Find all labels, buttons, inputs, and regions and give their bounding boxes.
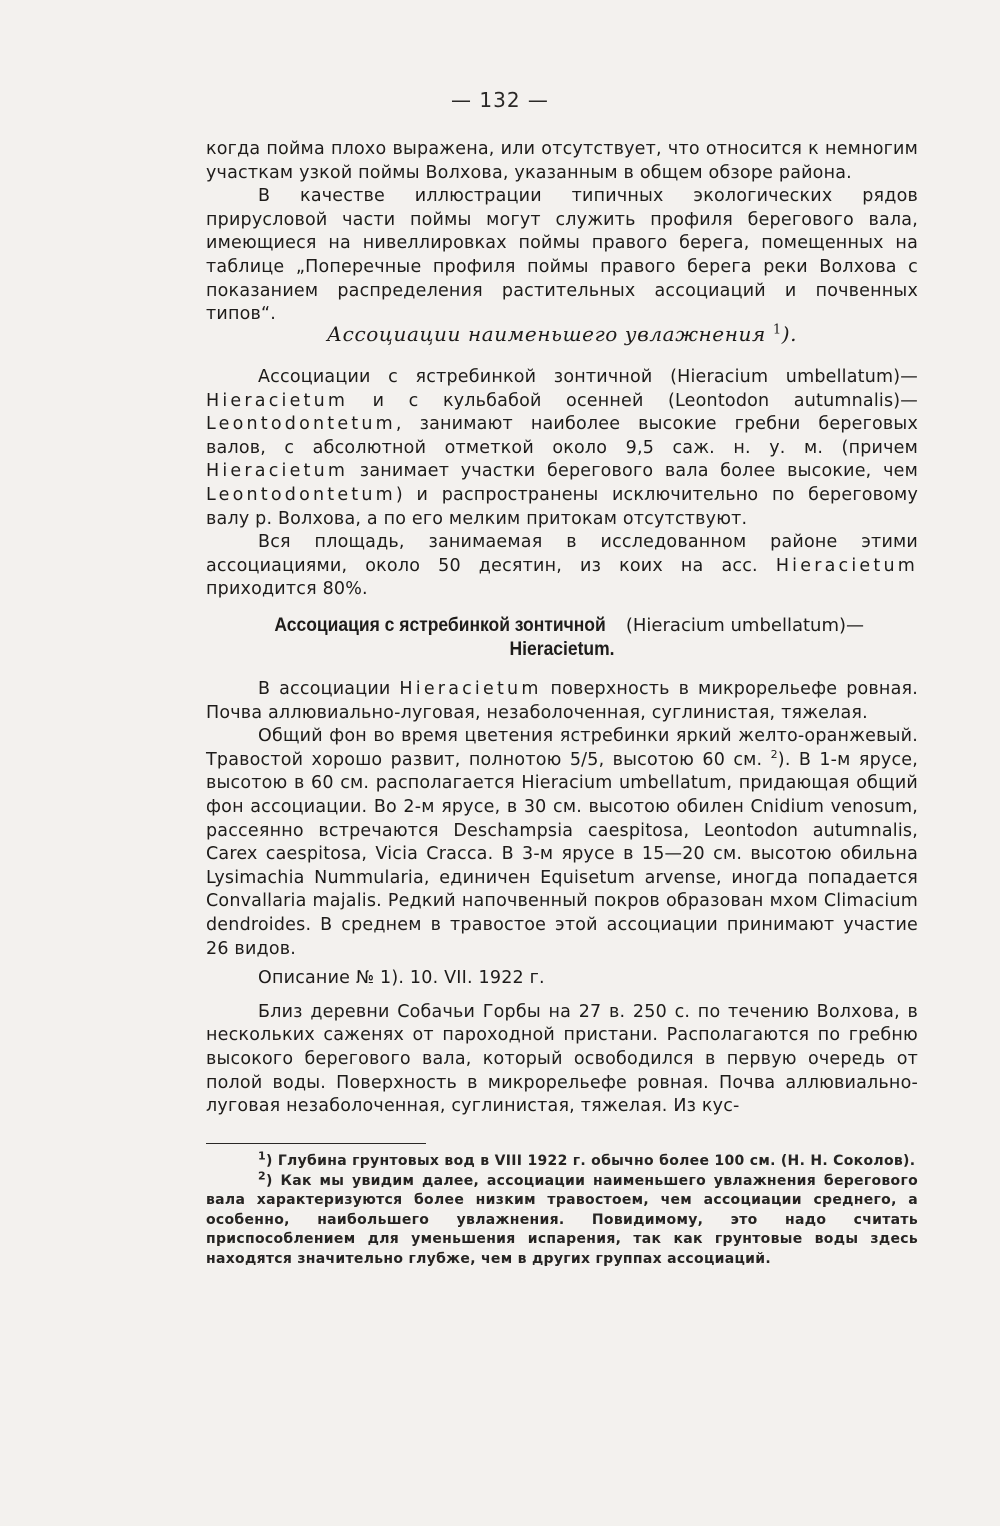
paragraph-area — [206, 531, 918, 602]
text-run: , занимают наиболее высокие гребни береговых валов, с абсолютной отметкой около 9,5 саж. н. у. м. (причем — [206, 414, 918, 458]
paragraph-soil — [206, 678, 918, 725]
footnote-mark: 1 — [258, 1149, 266, 1163]
text-run: Общий фон во время цветения ястребинки яркий желто-оранжевый. Травостой хорошо развит, полнотою 5/5, высотою 60 см. — [206, 726, 918, 770]
footnote-mark: 2 — [258, 1168, 266, 1182]
paragraph-location: Близ деревни Собачьи Горбы на 27 в. 250 с. по течению Волхова, в нескольких саженях от пароходной пристани. Располагаются по гребню высокого берегового вала, который освободился в первую очередь от полой воды. Поверхность в микрорельефе ровная. Почва аллювиально-луговая незаболоченная, суглинистая, тяжелая. Из кус- — [206, 1001, 918, 1117]
paragraph-continuation-line2: участкам узкой поймы Волхова, указанным в общем обзоре района. — [206, 162, 852, 183]
latin-term: Hieracietum — [399, 679, 542, 699]
footnote-2 — [206, 1168, 918, 1270]
text-run: приходится 80%. — [206, 579, 368, 600]
latin-term: Hieracietum — [206, 390, 349, 411]
section-heading-hieracietum — [206, 614, 918, 662]
footnote-text: ) Как мы увидим далее, ассоциации наименьшего увлажнения берегового вала характеризуются более низким травостоем, чем ассоциации среднего, а особенно, наибольшего увлажнения. Повидимому, это надо считать приспособлением для уменьшения испарения, так как грунтовые воды здесь находятся значительно глубже, чем в других группах ассоциаций. — [206, 1172, 918, 1267]
page-number: — 132 — — [451, 88, 549, 112]
footnotes-block — [206, 1149, 918, 1270]
text-run: поверхность в микрорельефе ровная. Почва аллювиально-луговая, незаболоченная, суглинистая, тяжелая. — [206, 679, 918, 723]
footnote-ref-1: 1 — [772, 322, 782, 338]
text-run: ). В 1-м ярусе, высотою в 60 см. располагается Hieracium umbellatum, придающая общий фон ассоциации. Во 2-м ярусе, в 30 см. высотою обилен Cnidium venosum, рассеянно встречаются Deschampsia caespitosa, Leontodon autumnalis, Carex caespitosa, Vicia Cracca. В 3-м ярусе в 15—20 см. высотою обильна Lysimachia Nummularia, единичен Equisetum arvense, иногда попадается Convallaria majalis. Редкий напочвенный покров образован мхом Climacium dendroides. В среднем в травостое этой ассоциации принимают участие 26 видов. — [206, 749, 919, 959]
paragraph-illustration: В качестве иллюстрации типичных экологических рядов прирусловой части поймы могут служить профиля берегового вала, имеющиеся на нивеллировках поймы правого берега, помещенных на таблице „Поперечные профиля поймы правого берега реки Волхова с показанием распределения растительных ассоциаций и почвенных типов“. — [206, 186, 918, 325]
footnote-ref-2: 2 — [770, 747, 778, 761]
latin-term: Hieracietum — [206, 461, 349, 482]
paragraph-associations — [206, 366, 918, 531]
heading-bold-latin: Hieracietum. — [509, 639, 615, 660]
intro-text-block — [206, 138, 918, 327]
paragraph-continuation-line1: когда пойма плохо выражена, или отсутствует, что относится к немногим — [206, 139, 918, 159]
heading-bold-part: Ассоциация с ястребинкой зонтичной — [274, 615, 606, 636]
section-heading-text: Ассоциации наименьшего увлажнения — [326, 322, 766, 346]
associations-text-block — [206, 366, 918, 602]
text-run: и с кульбабой осенней (Leontodon autumnalis)— — [348, 390, 918, 411]
text-run: занимает участки берегового вала более высокие, чем — [348, 461, 918, 482]
latin-term: Leontodontetum — [206, 414, 396, 435]
section-heading-close: ). — [781, 322, 798, 346]
footnote-divider — [206, 1143, 426, 1144]
footnote-1 — [206, 1149, 918, 1172]
hieracietum-text-block — [206, 678, 918, 1119]
text-run: ) и распространены исключительно по береговому валу р. Волхова, а по его мелким притокам отсутствуют. — [206, 484, 918, 529]
latin-term: Leontodontetum — [206, 484, 396, 505]
latin-term: Hieracietum — [775, 555, 918, 576]
paragraph-description-title: Описание № 1). 10. VII. 1922 г. — [258, 968, 545, 989]
section-heading-least-moisture — [206, 322, 918, 346]
paragraph-vegetation — [206, 725, 918, 961]
text-run: В ассоциации — [258, 679, 400, 699]
footnote-text: ) Глубина грунтовых вод в VIII 1922 г. обычно более 100 см. (Н. Н. Соколов). — [265, 1153, 916, 1169]
heading-latin-part: (Hieracium umbellatum)— — [625, 615, 864, 636]
text-run: Ассоциации с ястребинкой зонтичной (Hieracium umbellatum)— — [258, 367, 918, 387]
text-run: Вся площадь, занимаемая в исследованном районе этими ассоциациями, около 50 десятин, из коих на асс. — [206, 532, 918, 576]
